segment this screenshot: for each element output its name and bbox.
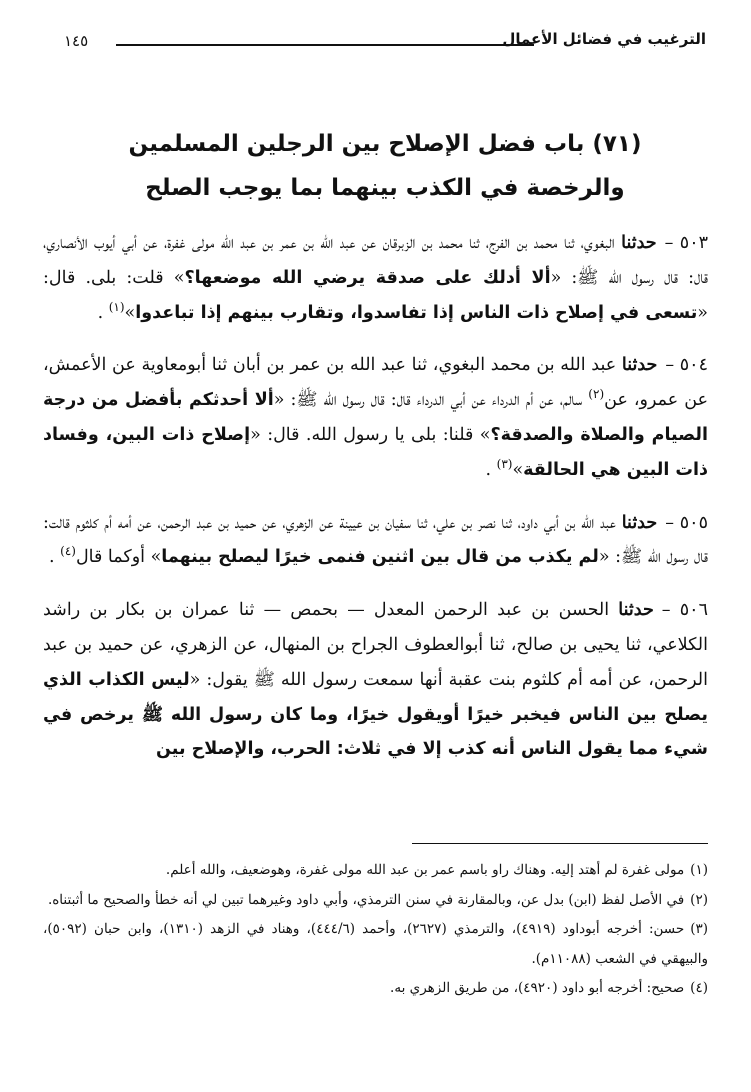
header-rule <box>116 44 534 46</box>
footnote-2 <box>43 886 708 916</box>
hadith-text: ألا أحدثكم بأفضل من درجة الصيام والصلاة والصدقة؟ <box>43 390 708 445</box>
hadith-end: . <box>48 547 61 568</box>
page-header <box>64 28 706 58</box>
hadith-506 <box>43 593 708 767</box>
hadith-isnad: عبد الله بن محمد البغوي، ثنا عبد الله بن عمر بن أبان ثنا أبومعاوية عن الأعمش، عن عمرو، عن <box>43 355 709 411</box>
footnotes <box>43 856 708 1004</box>
footnote-ref[interactable]: (١) <box>108 299 125 314</box>
hadith-end: . <box>97 302 109 323</box>
hadith-isnad: الحسن بن عبد الرحمن المعدل — بحمص — ثنا عمران بن بكار بن راشد الكلاعي، ثنا يحيى بن صالح، ثنا أبوالعطوف الجراح بن المنهال، عن الزهري، عن حميد بن عبد الرحمن، عن أمه أم كلثوم بنت عقبة أنها سمعت رسول الله ﷺ يقول: « <box>43 600 708 690</box>
footnote-4 <box>43 974 708 1004</box>
hadith-end: . <box>485 459 497 480</box>
main-text <box>43 226 708 785</box>
footnote-number: (٤) <box>690 980 708 996</box>
hadith-504 <box>43 348 708 487</box>
hadith-connector: » قلنا: بلى يا رسول الله. قال: « <box>250 424 491 445</box>
hadith-opener: حدثنا <box>621 233 657 253</box>
footnote-text: حسن: أخرجه أبوداود (٤٩١٩)، والترمذي (٢٦٢٧)، وأحمد (٤٤٤/٦)، وهناد في الزهد (١٣١٠)، وابن حبان (٥٠٩٢)، والبيهقي في الشعب (١١٠٨٨م). <box>43 921 708 967</box>
footnote-text: صحيح: أخرجه أبو داود (٤٩٢٠)، من طريق الزهري به. <box>390 980 685 996</box>
hadith-connector: » قلت: بلى. قال: « <box>43 267 708 323</box>
hadith-text: لم يكذب من قال بين اثنين فنمى خيرًا ليصلح بينهما <box>161 547 599 568</box>
hadith-text: ليس الكذاب الذي يصلح بين الناس فيخبر خيرًا أويقول خيرًا، وما كان رسول الله ﷺ يرخص في شيء مما يقول الناس أنه كذب إلا في ثلاث: الحرب، والإصلاح بين <box>43 669 708 760</box>
footnote-text: مولى غفرة لم أهتد إليه. وهناك راو باسم عمر بن عبد الله مولى غفرة، وهوضعيف، والله أعلم. <box>165 862 685 878</box>
footnote-separator <box>412 843 708 844</box>
hadith-text: إصلاح ذات البين، وفساد ذات البين هي الحالقة <box>43 424 708 480</box>
hadith-opener: حدثنا <box>621 512 658 533</box>
hadith-number: ٥٠٣ – <box>664 233 708 253</box>
hadith-quote-close: » <box>512 459 524 480</box>
footnote-ref[interactable]: (٣) <box>496 456 513 471</box>
footnote-ref[interactable]: (٤) <box>60 544 76 559</box>
hadith-number: ٥٠٤ – <box>665 355 708 376</box>
hadith-number: ٥٠٦ – <box>661 600 708 621</box>
chapter-title-line-1: (٧١) باب فضل الإصلاح بين الرجلين المسلمين <box>128 131 642 157</box>
footnote-number: (٢) <box>690 891 708 908</box>
hadith-opener: حدثنا <box>618 600 654 621</box>
footnote-ref[interactable]: (٢) <box>588 387 605 402</box>
hadith-503 <box>43 226 708 330</box>
hadith-505 <box>43 506 708 576</box>
chapter-title-line-2: والرخصة في الكذب بينهما بما يوجب الصلح <box>145 175 625 201</box>
hadith-opener: حدثنا <box>621 355 658 376</box>
footnote-3 <box>43 915 708 974</box>
running-title: الترغيب في فضائل الأعمال <box>502 30 706 48</box>
hadith-tail: » أوكما قال <box>75 547 162 568</box>
hadith-quote-close: » <box>124 302 136 323</box>
hadith-text: تسعى في إصلاح ذات الناس إذا تفاسدوا، وتقارب بينهم إذا تباعدوا <box>135 302 698 323</box>
footnote-number: (١) <box>690 862 708 878</box>
hadith-isnad: عبد الله بن أبي داود، ثنا نصر بن علي، ثنا سفيان بن عيينة عن الزهري، عن حميد بن عبد الرحمن، عن أمه أم كلثوم قالت: قال رسول الله ﷺ: « <box>43 512 708 568</box>
footnote-text: في الأصل لفظ (ابن) بدل عن، وبالمقارنة في سنن الترمذي، وأبي داود وغيرهما تبين لي أنه خطأ والصحيح ما أثبتناه. <box>47 891 685 908</box>
hadith-number: ٥٠٥ – <box>665 512 708 533</box>
hadith-isnad: سالم، عن أم الدرداء عن أبي الدرداء قال: قال رسول الله ﷺ: « <box>273 390 589 411</box>
footnote-1 <box>43 856 708 886</box>
page-number: ١٤٥ <box>64 32 89 50</box>
hadith-text: ألا أدلك على صدقة يرضي الله موضعها؟ <box>184 267 551 288</box>
chapter-title <box>60 122 710 210</box>
footnote-number: (٣) <box>690 921 709 937</box>
hadith-isnad: البغوي، ثنا محمد بن الفرج، ثنا محمد بن الزبرقان عن عبد الله بن عمر بن عبد الله مولى غفرة، عن أبي أيوب الأنصاري، قال: قال رسول الله ﷺ: « <box>43 233 708 288</box>
